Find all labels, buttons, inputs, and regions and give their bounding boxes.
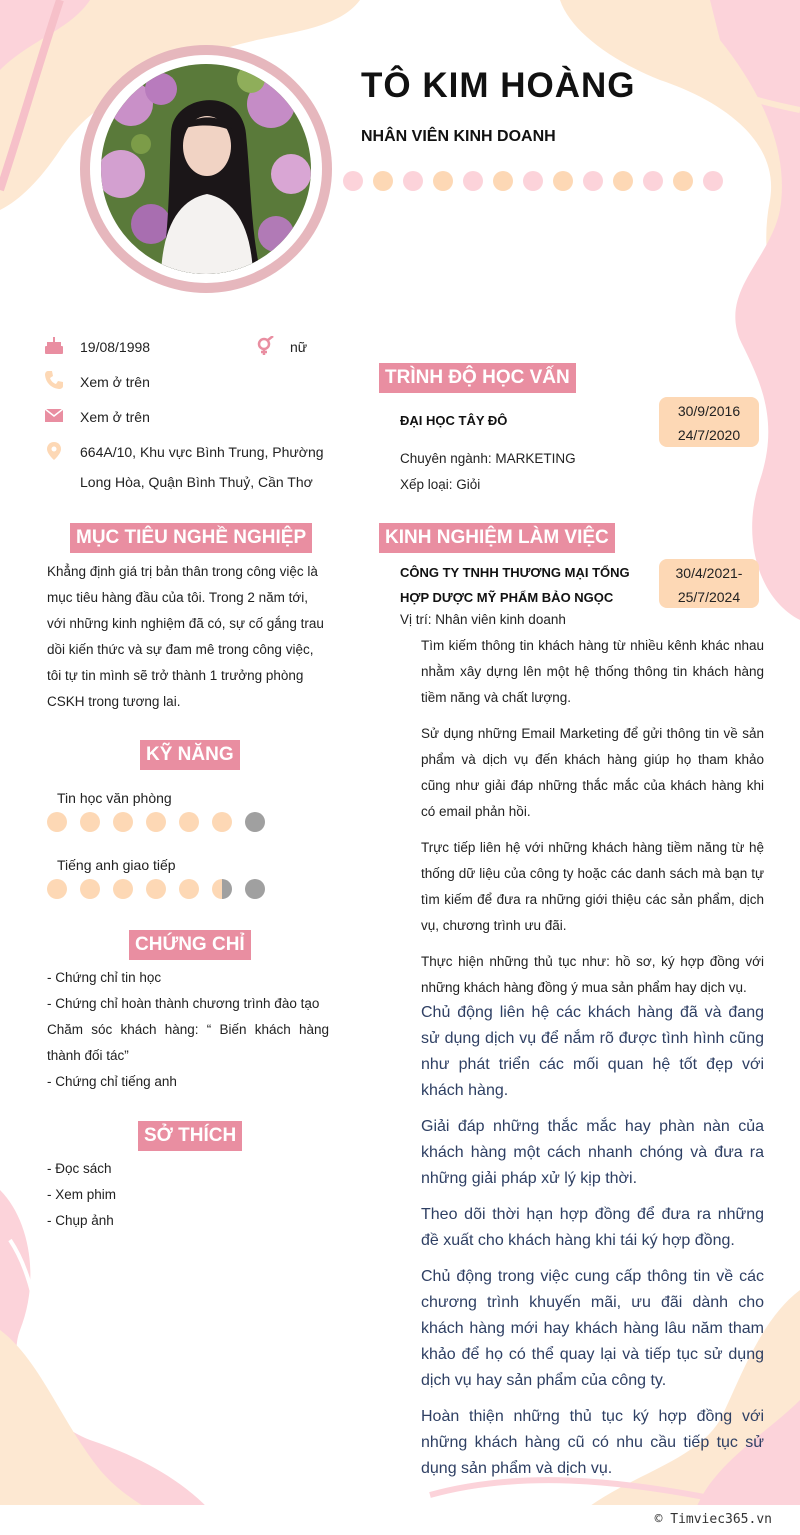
company-name: CÔNG TY TNHH THƯƠNG MẠI TỔNG HỢP DƯỢC MỸ PHẨM BẢO NGỌC [400,565,630,605]
objective-line: với những kinh nghiệm đã có, sự cố gắng trau [47,616,324,631]
certificate-line: - Chứng chỉ tin học [47,970,162,985]
objective-line: dồi kiến thức và sự đam mê trong công việc, [47,642,314,657]
objective-line: tôi tự tin mình sẽ trở thành 1 trưởng phòng [47,668,304,683]
objective-line: Khẳng định giá trị bản thân trong công việc là [47,564,318,579]
education-heading: TRÌNH ĐỘ HỌC VẤN [379,363,576,393]
grade-text: Xếp loại: Giỏi [400,477,481,492]
email-text: Xem ở trên [80,409,150,425]
certificate-line: - Chứng chỉ tiếng anh [47,1074,177,1089]
objective-line: mục tiêu hàng đầu của tôi. Trong 2 năm tới, [47,590,309,605]
copyright: © Timviec365.vn [654,1512,772,1527]
skill-rating [47,879,265,899]
duty-item: Chủ động liên hệ các khách hàng đã và đang sử dụng dịch vụ để nắm rõ được tình hình cũng như phát triển các mối quan hệ tốt đẹp với khách hàng. [421,1004,764,1099]
objective-line: CSKH trong tương lai. [47,694,181,709]
position-text: Vị trí: Nhân viên kinh doanh [400,612,566,627]
major-text: Chuyên ngành: MARKETING [400,451,576,466]
gender-icon [256,336,276,356]
hobby-line: - Chụp ảnh [47,1213,114,1228]
duty-item: Trực tiếp liên hệ với những khách hàng tiềm năng từ hệ thống dữ liệu của công ty hoặc các danh sách mà bạn tự tìm kiếm để đưa ra những giới thiệu các sản phẩm, dịch vụ, chương trình ưu đãi. [421,840,764,933]
phone-icon [44,370,64,390]
skill-rating [47,812,265,832]
location-pin-icon [44,441,64,461]
skill-label: Tiếng anh giao tiếp [57,857,176,873]
duty-item: Chủ động trong việc cung cấp thông tin về các chương trình khuyến mãi, ưu đãi dành cho khách hàng mới hay khách hàng lâu năm tham khảo để họ có thể quay lại và tiếp tục sử dụng dịch vụ hay sản phẩm của công ty. [421,1268,764,1389]
skills-heading: KỸ NĂNG [140,740,240,770]
gender-text: nữ [290,339,308,355]
duty-item: Tìm kiếm thông tin khách hàng từ nhiều kênh khác nhau nhằm xây dựng lên một hệ thống thông tin khách hàng tiềm năng và chất lượng. [421,638,764,705]
candidate-name: TÔ KIM HOÀNG [361,66,636,105]
address-line-1: 664A/10, Khu vực Bình Trung, Phường [80,444,324,460]
hobby-line: - Xem phim [47,1187,117,1202]
duty-item: Hoàn thiện những thủ tục ký hợp đồng với những khách hàng cũ có nhu cầu tiếp tục sử dụng sản phẩm và dịch vụ. [421,1408,764,1477]
certificate-line: thành đối tác” [47,1048,129,1063]
skill-label: Tin học văn phòng [57,790,172,806]
hobbies-heading: SỞ THÍCH [138,1121,242,1151]
certificates-heading: CHỨNG CHỈ [129,930,251,960]
duty-item: Sử dụng những Email Marketing để gửi thông tin về sản phẩm và dịch vụ đến khách hàng giúp họ tham khảo cũng như giải đáp những thắc mắc của khách hàng khi có email phản hồi. [421,726,764,819]
avatar [101,64,311,274]
mail-icon [44,406,64,426]
experience-dates: 30/4/2021- 25/7/2024 [659,559,759,608]
education-dates: 30/9/2016 24/7/2020 [659,397,759,447]
birthday-text: 19/08/1998 [80,339,151,355]
certificate-line: - Chứng chỉ hoàn thành chương trình đào tạo [47,996,320,1011]
objective-heading: MỤC TIÊU NGHỀ NGHIỆP [70,523,312,553]
job-title: NHÂN VIÊN KINH DOANH [361,128,556,145]
hobby-line: - Đọc sách [47,1161,112,1176]
duty-item: Giải đáp những thắc mắc hay phàn nàn của khách hàng một cách nhanh chóng và đưa ra những giải pháp xử lý kịp thời. [421,1118,764,1187]
avatar-ring [80,45,332,293]
duty-item: Theo dõi thời hạn hợp đồng để đưa ra những đề xuất cho khách hàng khi tái ký hợp đồng. [421,1206,764,1249]
birthday-cake-icon [44,336,64,356]
school-name: ĐẠI HỌC TÂY ĐÔ [400,413,508,428]
certificate-line: Chăm sóc khách hàng: “ Biến khách hàng [47,1022,329,1037]
experience-heading: KINH NGHIỆM LÀM VIỆC [379,523,615,553]
decorative-dots [343,171,723,191]
duty-item: Thực hiện những thủ tục như: hồ sơ, ký hợp đồng với những khách hàng đồng ý mua sản phẩm hay dịch vụ. [421,954,764,995]
address-line-2: Long Hòa, Quận Bình Thuỷ, Cần Thơ [80,474,313,490]
phone-text: Xem ở trên [80,374,150,390]
